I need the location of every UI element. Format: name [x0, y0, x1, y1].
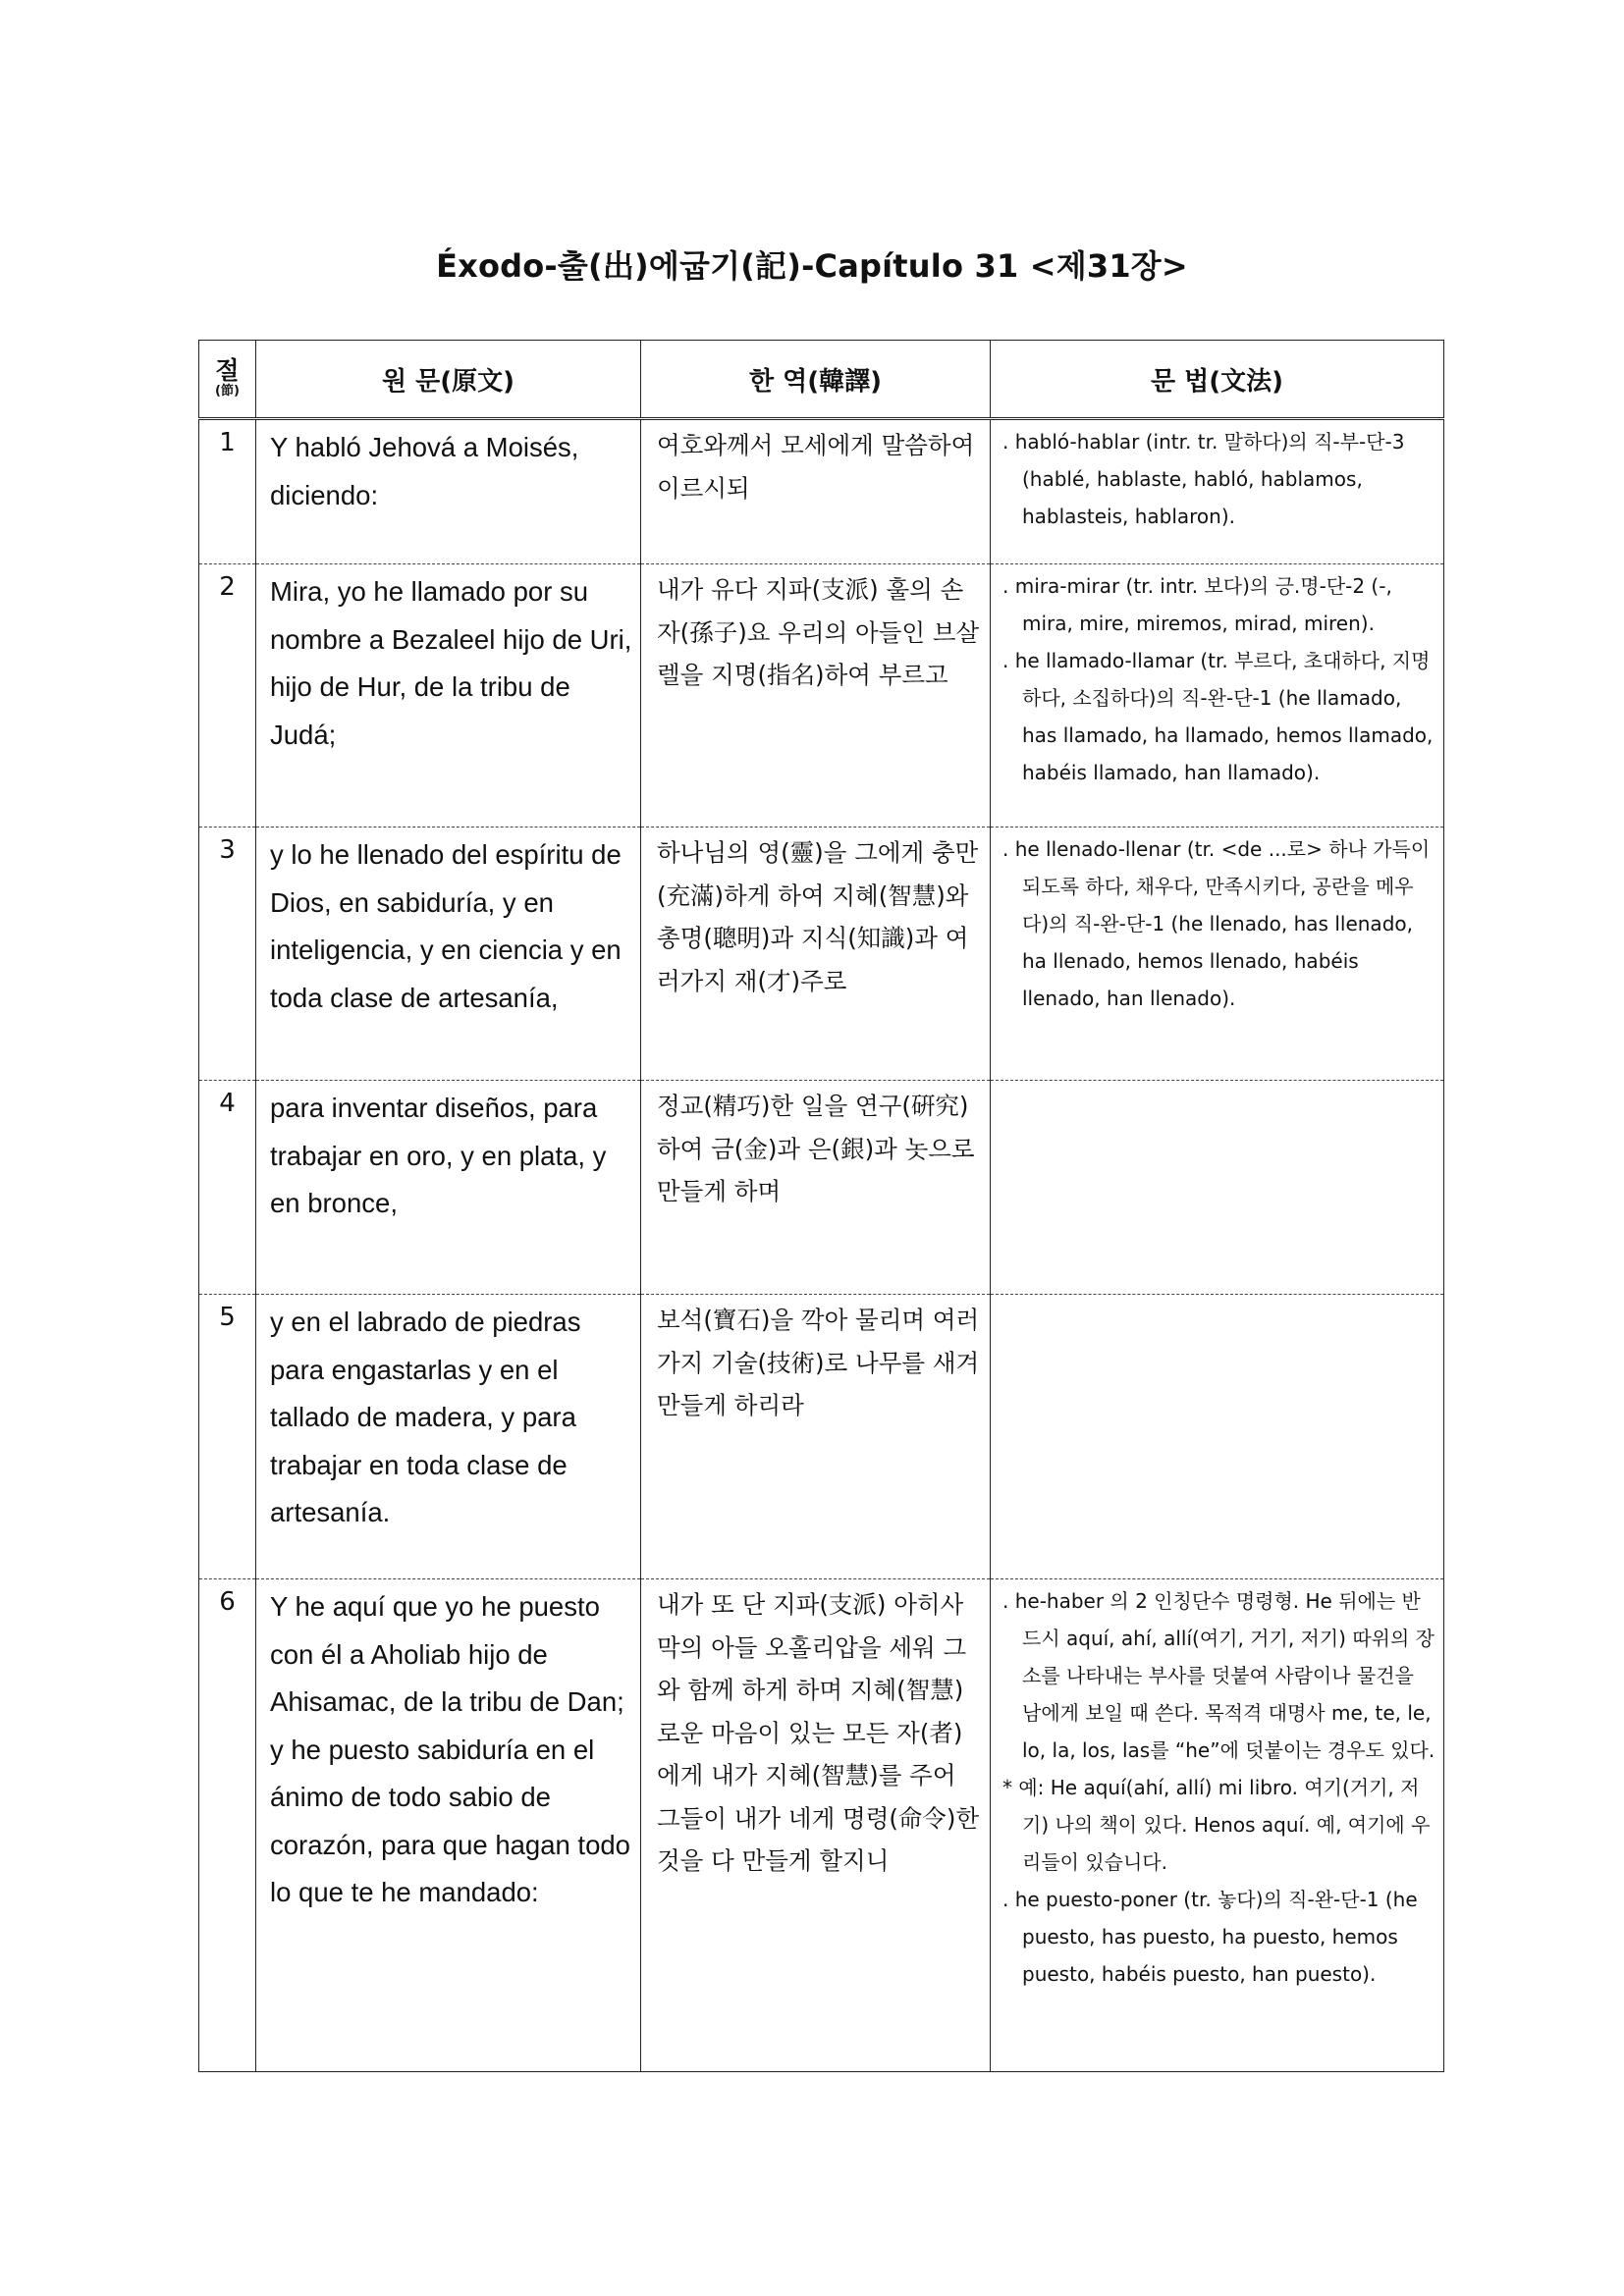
original-text: para inventar diseños, para trabajar en oro, y en plata, y en bronce, [256, 1081, 641, 1295]
verse-number: 4 [199, 1081, 256, 1295]
header-verse-sub: (節) [215, 384, 240, 399]
verse-number: 6 [199, 1579, 256, 2072]
korean-text: 내가 유다 지파(支派) 훌의 손자(孫子)요 우리의 아들인 브살렐을 지명(指名)하여 부르고 [641, 564, 991, 828]
original-text: y en el labrado de piedras para engastarlas y en el tallado de madera, y para trabajar en toda clase de artesanía. [256, 1295, 641, 1579]
grammar-notes [991, 1295, 1444, 1579]
korean-text: 보석(寶石)을 깍아 물리며 여러 가지 기술(技術)로 나무를 새겨 만들게 하리라 [641, 1295, 991, 1579]
original-text: Mira, yo he llamado por su nombre a Bezaleel hijo de Uri, hijo de Hur, de la tribu de Judá; [256, 564, 641, 828]
grammar-note: . he-haber 의 2 인칭단수 명령형. He 뒤에는 반드시 aquí, ahí, allí(여기, 거기, 저기) 따위의 장소를 나타내는 부사를 덧붙여 사람이나 물건을 남에게 보일 때 쓴다. 목적격 대명사 me, te, le, lo, la, los, las를 “he”에 덧붙이는 경우도 있다. [1002, 1589, 1435, 1762]
grammar-notes [991, 1579, 1444, 2072]
original-text: Y he aquí que yo he puesto con él a Aholiab hijo de Ahisamac, de la tribu de Dan; y he puesto sabiduría en el ánimo de todo sabio de corazón, para que hagan todo lo que te he mandado: [256, 1579, 641, 2072]
grammar-notes [991, 828, 1444, 1081]
table-row [199, 419, 1444, 564]
original-text: Y habló Jehová a Moisés, diciendo: [256, 419, 641, 564]
korean-text: 하나님의 영(靈)을 그에게 충만(充滿)하게 하여 지혜(智慧)와 총명(聰明)과 지식(知識)과 여러가지 재(才)주로 [641, 828, 991, 1081]
header-original: 원 문(原文) [256, 341, 641, 419]
original-text: y lo he llenado del espíritu de Dios, en sabiduría, y en inteligencia, y en ciencia y en toda clase de artesanía, [256, 828, 641, 1081]
verse-number: 2 [199, 564, 256, 828]
grammar-notes [991, 1081, 1444, 1295]
verse-number: 3 [199, 828, 256, 1081]
verse-number: 1 [199, 419, 256, 564]
header-grammar: 문 법(文法) [991, 341, 1444, 419]
header-verse-number [199, 341, 256, 419]
grammar-note: . he llenado-llenar (tr. <de ...로> 하나 가득이 되도록 하다, 채우다, 만족시키다, 공란을 메우다)의 직-완-단-1 (he llenado, has llenado, ha llenado, hemos llenado, habéis llenado, han llenado). [1002, 837, 1431, 1010]
header-korean: 한 역(韓譯) [641, 341, 991, 419]
table-row [199, 828, 1444, 1081]
verse-number: 5 [199, 1295, 256, 1579]
korean-text: 정교(精巧)한 일을 연구(硏究)하여 금(金)과 은(銀)과 놋으로 만들게 하며 [641, 1081, 991, 1295]
table-row [199, 1295, 1444, 1579]
grammar-note: . he llamado-llamar (tr. 부르다, 초대하다, 지명하다, 소집하다)의 직-완-단-1 (he llamado, has llamado, ha llamado, hemos llamado, habéis llamado, han llamado). [1002, 649, 1434, 784]
grammar-note: . he puesto-poner (tr. 놓다)의 직-완-단-1 (he puesto, has puesto, ha puesto, hemos puesto, habéis puesto, han puesto). [1002, 1888, 1418, 1986]
header-verse-label: 절 [215, 356, 240, 385]
grammar-notes [991, 564, 1444, 828]
page-title: Éxodo-출(出)에굽기(記)-Capítulo 31 <제31장> [436, 247, 1188, 285]
korean-text: 내가 또 단 지파(支派) 아히사막의 아들 오홀리압을 세워 그와 함께 하게 하며 지혜(智慧)로운 마음이 있는 모든 자(者)에게 내가 지혜(智慧)를 주어 그들이 내가 네게 명령(命令)한 것을 다 만들게 할지니 [641, 1579, 991, 2072]
table-row [199, 1579, 1444, 2072]
verse-table [198, 340, 1444, 2072]
grammar-note: . habló-hablar (intr. tr. 말하다)의 직-부-단-3 (hablé, hablaste, habló, hablamos, hablasteis, hablaron). [1002, 430, 1405, 528]
korean-text: 여호와께서 모세에게 말씀하여 이르시되 [641, 419, 991, 564]
table-row [199, 1081, 1444, 1295]
grammar-notes [991, 419, 1444, 564]
table-row [199, 564, 1444, 828]
grammar-note: . mira-mirar (tr. intr. 보다)의 긍.명-단-2 (-, mira, mire, miremos, mirad, miren). [1002, 574, 1392, 635]
table-header-row [199, 341, 1444, 419]
grammar-note: * 예: He aquí(ahí, allí) mi libro. 여기(거기, 저기) 나의 책이 있다. Henos aquí. 예, 여기에 우리들이 있습니다. [1002, 1776, 1431, 1874]
